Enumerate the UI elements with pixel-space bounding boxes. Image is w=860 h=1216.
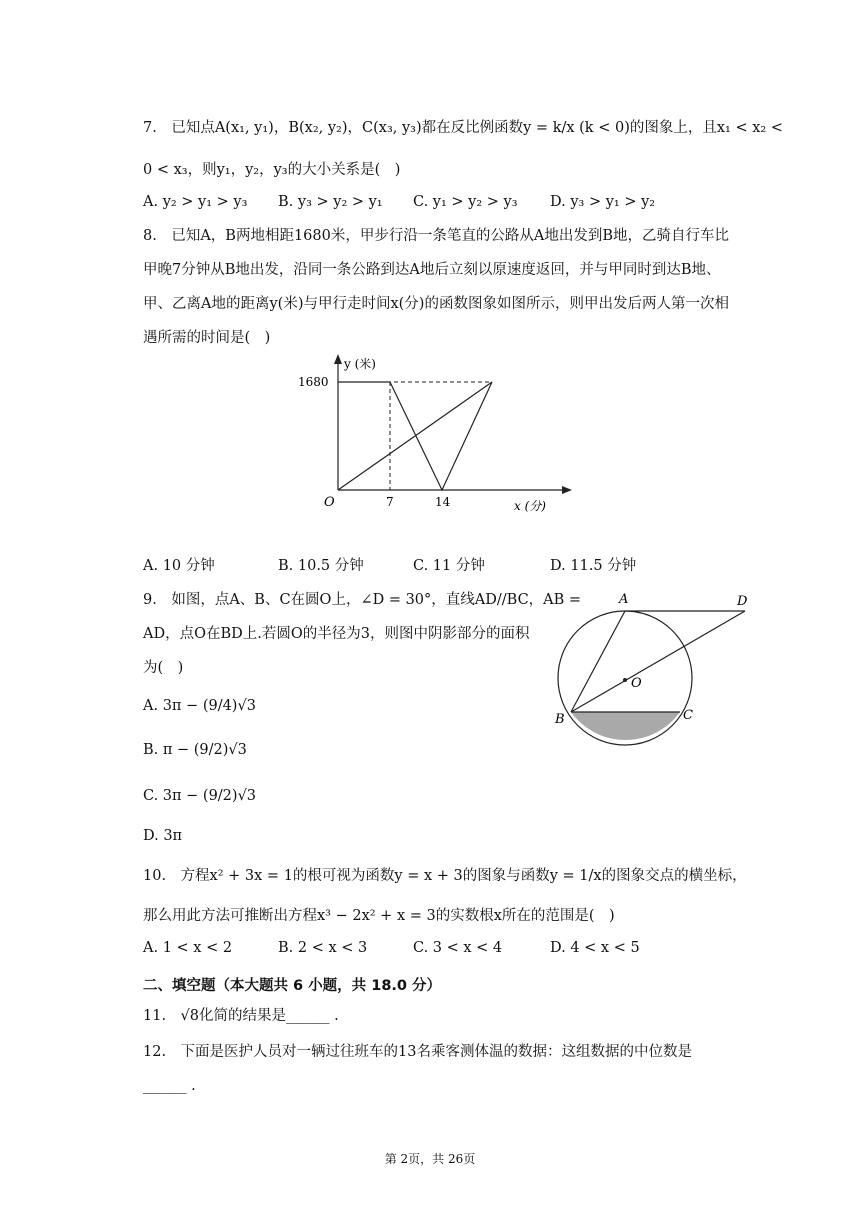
label-d: D (737, 594, 748, 609)
label-b: B (555, 712, 565, 727)
q9-line1: 9. 如图，点A、B、C在圆O上，∠D = 30°，直线AD//BC，AB = (143, 592, 582, 608)
q7-line2: 0 < x₃，则y₁，y₂，y₃的大小关系是( ) (143, 162, 401, 178)
center-point (623, 678, 627, 682)
label-c: C (683, 708, 693, 723)
q9-circle-figure (545, 585, 760, 750)
x-axis-label: x (分) (514, 499, 546, 513)
shaded-segment (571, 712, 680, 740)
q10-option-c: C. 3 < x < 4 (413, 940, 503, 956)
q7-line1: 7. 已知点A(x₁, y₁)，B(x₂, y₂)，C(x₃, y₃)都在反比例函数y = k/x (k < 0)的图象上，且x₁ < x₂ < (143, 120, 783, 136)
q7-option-c: C. y₁ > y₂ > y₃ (413, 194, 518, 210)
q12-line1: 12. 下面是医护人员对一辆过往班车的13名乘客测体温的数据：这组数据的中位数是 (143, 1044, 693, 1060)
label-o: O (631, 676, 642, 691)
q8-line2: 甲晚7分钟从B地出发，沿同一条公路到达A地后立刻以原速度返回，并与甲同时到达B地、 (143, 262, 721, 278)
q9-line3: 为( ) (143, 660, 184, 676)
x-tick-7: 7 (386, 495, 394, 509)
q9-option-a: A. 3π − (9/4)√3 (143, 698, 256, 714)
page-footer: 第 2页，共 26页 (384, 1152, 476, 1166)
section-heading-fill-in: 二、填空题（本大题共 6 小题，共 18.0 分） (143, 978, 442, 994)
q11-line: 11. √8化简的结果是______ . (143, 1008, 339, 1024)
q10-option-d: D. 4 < x < 5 (550, 940, 640, 956)
q7-option-d: D. y₃ > y₁ > y₂ (550, 194, 656, 210)
label-a: A (619, 592, 629, 607)
q8-line4: 遇所需的时间是( ) (143, 330, 271, 346)
q9-line2: AD，点O在BD上.若圆O的半径为3，则图中阴影部分的面积 (143, 626, 530, 642)
y-tick-1680: 1680 (298, 375, 329, 389)
q8-distance-time-graph (290, 348, 580, 518)
q8-option-d: D. 11.5 分钟 (550, 558, 637, 574)
x-tick-14: 14 (435, 495, 451, 509)
q8-option-b: B. 10.5 分钟 (278, 558, 364, 574)
q10-option-b: B. 2 < x < 3 (278, 940, 368, 956)
x-axis-arrow (562, 486, 572, 494)
jia-line (338, 382, 492, 490)
q8-option-a: A. 10 分钟 (143, 558, 215, 574)
yi-line (390, 382, 492, 490)
q8-line1: 8. 已知A，B两地相距1680米，甲步行沿一条笔直的公路从A地出发到B地，乙骑自行车比 (143, 228, 729, 244)
q9-option-c: C. 3π − (9/2)√3 (143, 788, 257, 804)
y-axis-label: y (米) (344, 357, 376, 371)
q8-option-c: C. 11 分钟 (413, 558, 485, 574)
q9-option-b: B. π − (9/2)√3 (143, 742, 247, 758)
q7-option-a: A. y₂ > y₁ > y₃ (143, 194, 248, 210)
origin-label: O (324, 495, 335, 510)
q12-line2: ______ . (143, 1078, 196, 1094)
line-bd (571, 611, 745, 712)
q10-option-a: A. 1 < x < 2 (143, 940, 233, 956)
q10-line1: 10. 方程x² + 3x = 1的根可视为函数y = x + 3的图象与函数y = 1/x的图象交点的横坐标， (143, 868, 747, 884)
q9-option-d: D. 3π (143, 828, 183, 844)
q10-line2: 那么用此方法可推断出方程x³ − 2x² + x = 3的实数根x所在的范围是( ) (143, 908, 615, 924)
y-axis-arrow (334, 354, 342, 364)
q8-line3: 甲、乙离A地的距离y(米)与甲行走时间x(分)的函数图象如图所示，则甲出发后两人第一次相 (143, 296, 729, 312)
q7-option-b: B. y₃ > y₂ > y₁ (278, 194, 383, 210)
